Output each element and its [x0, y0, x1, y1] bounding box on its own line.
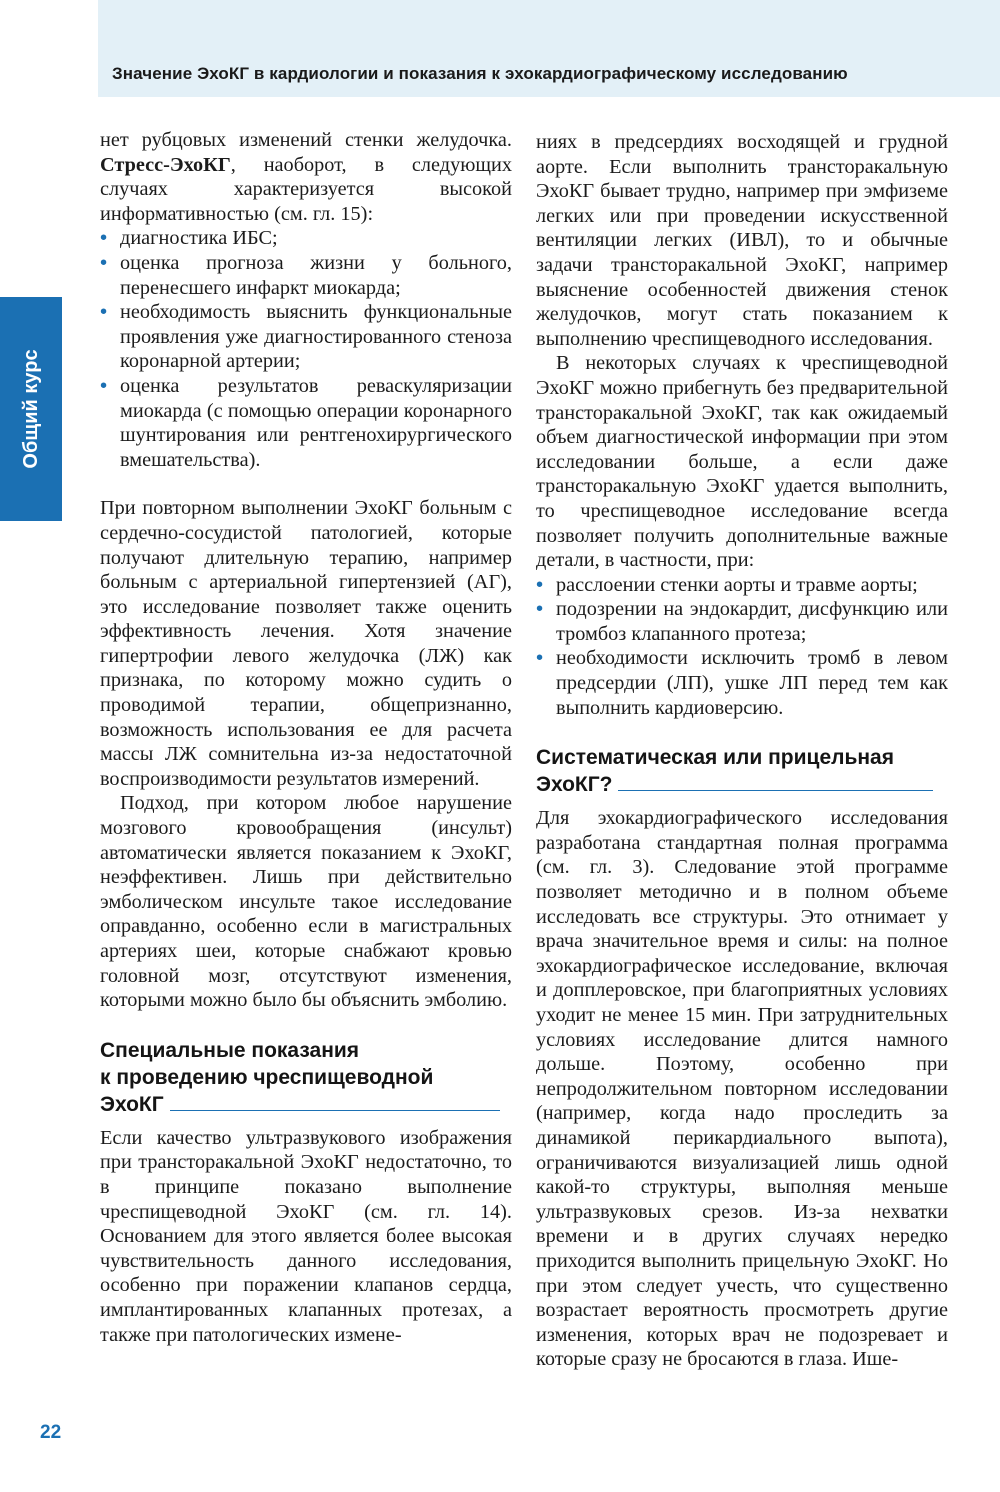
bold-term: Стресс-ЭхоКГ [100, 153, 231, 176]
paragraph [100, 128, 512, 226]
bullet-icon: • [100, 374, 108, 397]
bullet-icon: • [100, 227, 108, 250]
paragraph: Подход, при котором любое нарушение мозгового кровообращения (инсульт) автоматически является показанием к ЭхоКГ, неэффективен. Лишь при действительно эмболическом инсульте такое исследование оправданно, особенно если в магистральных артериях шеи, которые снабжают кровью головной мозг, отсутствуют изменения, которыми можно было бы объяснить эмболию. [100, 792, 512, 1012]
left-column [100, 128, 512, 1347]
list-item [536, 597, 948, 646]
right-column [536, 130, 948, 1372]
bullet-list [536, 573, 948, 721]
list-item-text: расслоении стенки аорты и травме аорты; [556, 573, 918, 596]
running-header-title: Значение ЭхоКГ в кардиологии и показания к эхокардиографическому исследованию [112, 64, 848, 83]
section-heading [100, 1037, 512, 1118]
section-heading-line: Специальные показания [100, 1038, 360, 1062]
paragraph: Для эхокардиографического исследования разработана стандартная полная программа (см. гл. 3). Следование этой программе позволяет методично и в полном объеме исследовать все структуры. Это отнимает у врача значительное время и силы: на полное эхокардиографическое исследование, включая и допплеровское, при благоприятных условиях уходит не менее 15 мин. При затруднительных условиях исследование длится намного дольше. Поэтому, особенно при непродолжительном повторном исследовании (например, когда надо проследить за динамикой перикардиального выпота), ограничиваются визуализацией лишь одной какой-то структуры, выполняя меньше ультразвуковых срезов. Из-за нехватки времени и в других случаях нередко приходится выполнить прицельную ЭхоКГ. Но при этом следует учесть, что существенно возрастает вероятность просмотреть другие изменения, которых врач не подозревает и которые сразу не бросаются в глаза. Ише- [536, 807, 948, 1371]
heading-rule [618, 790, 933, 791]
paragraph: Если качество ультразвукового изображения при трансторакальной ЭхоКГ недостаточно, то в принципе показано выполнение чреспищеводной ЭхоКГ (см. гл. 14). Основанием для этого является более высокая чувствительность данного исследования, особенно при поражении клапанов сердца, имплантированных клапанных протезах, а также при патологических измене- [100, 1126, 512, 1346]
section-heading-line: Систематическая или прицельная [536, 746, 894, 770]
list-item [100, 251, 512, 300]
bullet-icon: • [100, 251, 108, 274]
section-heading [536, 744, 948, 798]
paragraph: При повторном выполнении ЭхоКГ больным с сердечно-сосудистой патологией, которые получают длительную терапию, например больным с артериальной гипертензией (АГ), это исследование позволяет также оценить эффективность лечения. Хотя значение гипертрофии левого желудочка (ЛЖ) как признака, по которому можно судить о проводимой терапии, общепризнанно, возможность использования ее для расчета массы ЛЖ сомнительна из-за недостаточной воспроизводимости результатов измерений. [100, 497, 512, 790]
list-item-text: диагностика ИБС; [120, 227, 278, 250]
bullet-icon: • [536, 598, 544, 621]
bullet-list [100, 226, 512, 472]
list-item [100, 300, 512, 374]
list-item-text: оценка прогноза жизни у больного, перенесшего инфаркт миокарда; [120, 251, 512, 299]
paragraph-text: нет рубцовых изменений стенки желудочка. [100, 129, 512, 151]
list-item-text: необходимость выяснить функциональные проявления уже диагностированного стеноза коронарной артерии; [120, 301, 512, 373]
list-item-text: подозрении на эндокардит, дисфункцию или тромбоз клапанного протеза; [556, 598, 948, 645]
bullet-icon: • [536, 647, 544, 670]
bullet-icon: • [100, 301, 108, 324]
list-item [100, 226, 512, 251]
paragraph: ниях в предсердиях восходящей и грудной аорте. Если выполнить трансторакальную ЭхоКГ бывает трудно, например при эмфиземе легких или при проведении искусственной вентиляции легких (ИВЛ), то и обычные задачи трансторакальной ЭхоКГ, например выяснение особенностей движения стенок желудочков, могут стать показанием к выполнению чреспищеводного исследования. [536, 131, 948, 350]
bullet-icon: • [536, 573, 544, 596]
list-item [100, 374, 512, 472]
section-heading-line: ЭхоКГ? [536, 773, 613, 797]
section-heading-line: к проведению чреспищеводной [100, 1065, 434, 1089]
list-item-text: необходимости исключить тромб в левом предсердии (ЛП), ушке ЛП перед тем как выполнить кардиоверсию. [556, 647, 948, 719]
list-item [536, 573, 948, 598]
section-side-tab-label: Общий курс [19, 349, 42, 469]
paragraph-text: , наоборот, в следующих случаях характеризуется высокой информативностью (см. гл. 15): [100, 153, 512, 225]
section-side-tab [0, 297, 62, 521]
list-item [536, 646, 948, 720]
paragraph: В некоторых случаях к чреспищеводной ЭхоКГ можно прибегнуть без предварительной трансторакальной ЭхоКГ, так как ожидаемый объем диагностической информации при этом исследовании больше, а если даже трансторакальную ЭхоКГ удается выполнить, то чреспищеводное исследование всегда позволяет получить дополнительные важные детали, в частности, при: [536, 352, 948, 572]
page-number: 22 [40, 1422, 62, 1443]
section-heading-line: ЭхоКГ [100, 1092, 164, 1116]
list-item-text: оценка результатов реваскуляризации миокарда (с помощью операции коронарного шунтирования или рентгенохирургического вмешательства). [120, 374, 512, 471]
heading-rule [170, 1110, 500, 1111]
